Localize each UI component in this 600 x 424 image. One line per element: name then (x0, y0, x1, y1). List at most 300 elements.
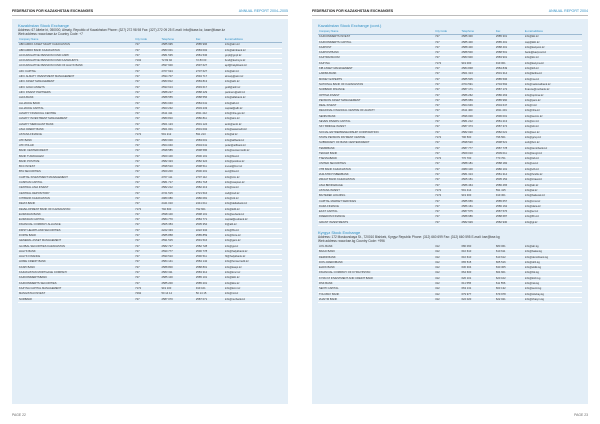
table-row (18, 297, 282, 302)
table-cell: PENSION ASSET MANAGEMENT (318, 98, 434, 103)
table-cell: 2581 212 (461, 120, 495, 125)
table-cell: 2501 002 (195, 128, 224, 133)
table-cell: 2596 000 (461, 114, 495, 119)
table-cell: 2585 859 (195, 233, 224, 238)
email-cell[interactable]: info@baiterek.kz (524, 194, 582, 199)
email-cell[interactable]: info@pam.kz (524, 98, 582, 103)
email-cell[interactable]: info@ai.kz (524, 188, 582, 193)
table-cell: 2586 162 (495, 204, 524, 209)
email-cell[interactable]: invest@bcc.kz (224, 165, 282, 170)
email-cell[interactable]: info@cms.kz (524, 199, 582, 204)
email-cell[interactable]: info@kki.kz (524, 35, 582, 40)
table-cell: 727 (434, 125, 460, 130)
email-cell[interactable]: info@src.kz (524, 120, 582, 125)
email-cell[interactable]: info@citi.kz (224, 196, 282, 201)
email-cell[interactable]: partners@aifc.kz (224, 90, 282, 95)
table-cell: 2581 314 (495, 173, 524, 178)
table-cell: 727 (134, 122, 160, 127)
table-cell: 591 415 (495, 188, 524, 193)
table-cell: AIFC INVEST PARTNERS (18, 90, 134, 95)
email-cell[interactable]: info@rfca.kz (524, 109, 582, 114)
table-cell: 622 020 (461, 297, 495, 302)
table-cell: 796 500 (461, 135, 495, 140)
section-title: Kazakhstan Stock Exchange (cont.) (318, 23, 382, 28)
table-cell: 727 (434, 162, 460, 167)
members-table-2 (318, 245, 582, 303)
table-cell: 727 (434, 199, 460, 204)
email-cell[interactable]: info@cai.kz (224, 186, 282, 191)
table-cell: 7172 (434, 135, 460, 140)
table-cell: 2587 374 (495, 125, 524, 130)
table-cell: ASTANA INVEST (318, 188, 434, 193)
table-cell: 312 (434, 245, 460, 250)
table-cell: 2583 001 (161, 48, 195, 53)
table-cell: RSK BANK (318, 282, 434, 287)
column-header: City Code (134, 38, 160, 43)
content-panel (312, 19, 588, 404)
table-cell: KAZKOMMERTS INVEST (318, 35, 434, 40)
table-cell: 2584 849 (495, 67, 524, 72)
email-cell[interactable]: info@cim.kz (224, 175, 282, 180)
page-header (312, 7, 588, 16)
email-cell[interactable]: info@hcsbk.kz (524, 173, 582, 178)
email-cell[interactable]: info@ziraat.kz (524, 178, 582, 183)
email-cell[interactable]: info@eldik.kg (524, 266, 582, 271)
table-cell: 7172 (434, 194, 460, 199)
table-cell: 2586 464 (461, 183, 495, 188)
email-cell[interactable]: info@vtb.kz (524, 167, 582, 172)
email-cell[interactable]: amb@amb.kz (224, 122, 282, 127)
table-cell: 2584 848 (461, 67, 495, 72)
table-cell: 2588 501 (495, 51, 524, 56)
email-cell[interactable]: info@nurbank.kz (224, 297, 282, 302)
table-cell: 727 (134, 265, 160, 270)
table-cell: 2441 011 (195, 202, 224, 207)
email-cell[interactable]: info@kib.kz (524, 67, 582, 72)
table-cell: 2594 717 (195, 75, 224, 80)
address-line: Address: 172 Moskovskaya St., 720010 Bishkek, Kyrgyz Republic Phone: (312) 660 699 Fax: (312) 660 595 E-mail: kse@kse.kg (318, 234, 500, 239)
table-cell: 727 (134, 48, 160, 53)
table-cell: 727 (134, 165, 160, 170)
table-cell: ASTANA FINANCE (18, 133, 134, 138)
table-cell: 919 101 (195, 286, 224, 291)
table-cell: EAST CAPITAL (318, 210, 434, 215)
table-cell: 727 (134, 186, 160, 191)
table-cell: 2582 212 (161, 186, 195, 191)
email-cell[interactable]: info@ri.kz (524, 104, 582, 109)
email-cell[interactable]: info@fhs.kz (224, 228, 282, 233)
email-cell[interactable]: info@ffin.kz (524, 215, 582, 220)
table-cell: 2584 040 (161, 101, 195, 106)
email-cell[interactable]: info@ec.kz (524, 210, 582, 215)
email-cell[interactable]: info@ktc.kz (524, 56, 582, 61)
email-cell[interactable]: info@zhaiym.kg (524, 297, 582, 302)
table-cell: NURBANK FINANCE (318, 88, 434, 93)
table-cell: 620 101 (461, 276, 495, 281)
table-cell: 2585 301 (495, 35, 524, 40)
table-cell: LARIBA BANK (318, 72, 434, 77)
table-cell: 2588 687 (495, 215, 524, 220)
table-cell: 2585 200 (161, 281, 195, 286)
table-cell: 2585 100 (161, 276, 195, 281)
table-cell: 2584 141 (161, 260, 195, 265)
table-cell: 2704 591 (461, 82, 495, 87)
email-cell[interactable]: bank@kazpost.kz (524, 51, 582, 56)
table-cell: KAZKOMMERTSBANK (18, 276, 134, 281)
table-cell: 2584 770 (161, 218, 195, 223)
table-cell: AIFC GOLD ASSETS (18, 85, 134, 90)
content-panel (12, 19, 288, 404)
email-cell[interactable]: info@tsb.kz (524, 157, 582, 162)
email-cell[interactable]: info@sec.kz (524, 130, 582, 135)
email-cell[interactable]: gnpf@gnpf.kz (224, 53, 282, 58)
email-cell[interactable]: info@senti.kg (524, 287, 582, 292)
email-cell[interactable]: info@aifc.kz (224, 80, 282, 85)
email-cell[interactable]: info@eubank.kz (224, 212, 282, 217)
table-cell: SKY BRIDGE INVEST (318, 125, 434, 130)
email-cell[interactable]: info@bta.kz (224, 154, 282, 159)
table-cell: 2582 929 (461, 220, 495, 225)
email-cell[interactable]: info@kazpost.kz (524, 45, 582, 50)
table-cell: 2584 041 (195, 101, 224, 106)
table-row (318, 220, 582, 225)
table-cell: 679 978 (495, 292, 524, 297)
email-cell[interactable]: sub@bcc.kz (524, 141, 582, 146)
table-cell: 7292 (134, 292, 160, 297)
table-cell: 2501 313 (461, 72, 495, 77)
table-cell: 591 213 (195, 133, 224, 138)
email-cell[interactable]: info@caspian.kz (224, 181, 282, 186)
table-cell: 727 (134, 159, 160, 164)
table-cell: 2501 314 (495, 72, 524, 77)
page-header (12, 7, 288, 16)
email-cell[interactable]: hf@halykbank.kz (224, 255, 282, 260)
table-cell: 2707 624 (161, 69, 195, 74)
table-cell: HALYK BANK (18, 249, 134, 254)
table-cell: 727 (434, 210, 460, 215)
email-cell[interactable]: info@lariba.kz (524, 72, 582, 77)
table-cell: 727 (434, 109, 460, 114)
table-cell: EURASIAN BANK (18, 212, 134, 217)
email-cell[interactable]: info@positive.kz (224, 159, 282, 164)
table-cell: 2585 101 (195, 276, 224, 281)
email-cell[interactable]: info@kmc.kz (224, 271, 282, 276)
email-cell[interactable]: info@bakai.kg (524, 250, 582, 255)
table-cell: KASPI BANK (18, 265, 134, 270)
table-cell: 2597 627 (195, 64, 224, 69)
table-cell: 727 (434, 167, 460, 172)
email-cell[interactable]: info@tolubay.kg (524, 292, 582, 297)
email-cell[interactable]: info@dcb.kg (524, 260, 582, 265)
table-cell: 2588 401 (495, 45, 524, 50)
table-cell: KAZPOST (318, 45, 434, 50)
email-cell[interactable]: info@senim.kz (524, 114, 582, 119)
table-cell: 2585 960 (495, 98, 524, 103)
table-cell: 2590 510 (161, 255, 195, 260)
table-cell: 2590 778 (195, 249, 224, 254)
table-cell: 2505 353 (161, 223, 195, 228)
table-cell: 2581 535 (161, 53, 195, 58)
table-cell: 2587 575 (461, 210, 495, 215)
table-cell: CAPITAL MARKET SERVICES (318, 199, 434, 204)
table-cell: FREEDOM FINANCE (318, 215, 434, 220)
table-cell: 2588 800 (161, 265, 195, 270)
table-cell: 727 (434, 72, 460, 77)
table-cell: 630 304 (461, 266, 495, 271)
email-cell[interactable]: apf@halykbank.kz (224, 64, 282, 69)
email-cell[interactable]: info@tengri.kz (524, 151, 582, 156)
email-cell[interactable]: info@afc.kz (224, 69, 282, 74)
email-cell[interactable]: info@abnbank.kz (224, 48, 282, 53)
email-cell[interactable]: finance@nurbank.kz (524, 88, 582, 93)
table-cell: 2501 124 (195, 122, 224, 127)
table-cell: 312 (434, 255, 460, 260)
table-cell: 2588 801 (195, 265, 224, 270)
table-cell: 50 14 15 (195, 292, 224, 297)
table-cell: CAPITAL INVESTMENT MANAGEMENT (18, 175, 134, 180)
exchange-section-2 (312, 226, 588, 303)
table-cell: FINANCIAL COMPANY ALLIANCE (18, 223, 134, 228)
table-cell: 727 (134, 43, 160, 48)
table-cell: 2582 323 (161, 159, 195, 164)
email-cell[interactable]: info@halykbank.kz (224, 249, 282, 254)
email-cell[interactable]: info@kcm.kz (224, 286, 282, 291)
table-cell: 2597 600 (161, 64, 195, 69)
email-cell[interactable]: info@kkb.kz (224, 276, 282, 281)
table-cell: 7172 (134, 286, 160, 291)
table-cell: FIRST HEARTLAND SECURITIES (18, 228, 134, 233)
table-cell: 727 (434, 67, 460, 72)
table-cell: 2590 511 (195, 255, 224, 260)
table-cell: 2586 161 (461, 204, 495, 209)
table-cell: 727 (434, 51, 460, 56)
table-cell: 2500 201 (195, 170, 224, 175)
table-cell: 2588 181 (461, 162, 495, 167)
table-cell: TOLUBAY BANK (318, 292, 434, 297)
table-cell: AYIL BANK (318, 245, 434, 250)
table-cell: 591 212 (161, 133, 195, 138)
table-cell: 2509 011 (495, 151, 524, 156)
table-cell: 919 000 (461, 61, 495, 66)
table-cell: 727 (434, 151, 460, 156)
table-cell: 727 (434, 204, 460, 209)
email-cell[interactable]: info@fck.kg (524, 271, 582, 276)
email-cell[interactable]: info@demirbank.kg (524, 255, 582, 260)
email-cell[interactable]: info@atfbank.kz (224, 138, 282, 143)
email-cell[interactable]: sec@bta.kz (224, 170, 282, 175)
table-cell: 727 (434, 40, 460, 45)
email-cell[interactable]: info@temirbank.kz (524, 146, 582, 151)
table-cell: ZIRAAT BANK KAZAKHSTAN (318, 178, 434, 183)
column-header: Fax (495, 30, 524, 35)
email-cell[interactable]: info@homecredit.kz (224, 260, 282, 265)
email-cell[interactable]: info@me.kz (524, 77, 582, 82)
table-cell: ABN AMRO ASSET MGMT KAZAKHSTAN (18, 43, 134, 48)
column-header: Company Name (318, 30, 434, 35)
table-cell: BTA SECURITIES (18, 170, 134, 175)
table-cell: ALMATY FINANCIAL CENTRE (18, 112, 134, 117)
table-cell: 2584 142 (195, 260, 224, 265)
table-body (318, 35, 582, 226)
table-cell: KAZPOSTBANK (318, 51, 434, 56)
table-cell: BANK CENTERCREDIT (18, 149, 134, 154)
table-cell: 727 (134, 138, 160, 143)
table-cell: AIFC ALMATY INVESTMENT MANAGEMENT (18, 75, 134, 80)
email-cell[interactable]: gold@aifc.kz (224, 85, 282, 90)
email-cell[interactable]: info@rfca.gov.kz (224, 112, 282, 117)
table-cell: 664 600 (461, 271, 495, 276)
table-cell: MANGISTAU INVEST (18, 292, 134, 297)
column-header: Fax (195, 38, 224, 43)
email-cell[interactable]: info@gi.kz (524, 220, 582, 225)
table-cell: 7172 (134, 207, 160, 212)
email-cell[interactable]: info@optima.kz (524, 93, 582, 98)
table-cell: 7172 (434, 61, 460, 66)
email-cell[interactable]: info@gam.kz (224, 239, 282, 244)
table-cell: 665 516 (495, 260, 524, 265)
table-cell: 2585 201 (195, 281, 224, 286)
email-cell[interactable]: polar@atfbank.kz (224, 143, 282, 148)
email-cell[interactable]: csd@csd.kz (224, 191, 282, 196)
table-cell: 2582 021 (495, 130, 524, 135)
table-cell: 2585 400 (461, 40, 495, 45)
email-cell[interactable]: almaty@aim.kz (224, 75, 282, 80)
email-cell[interactable]: info@kazyna.kz (524, 61, 582, 66)
brand-title: FEDERATION FOR KAZAKHSTAN EXCHANGES (312, 9, 394, 13)
email-cell[interactable]: info@alfabank.kz (224, 96, 282, 101)
table-cell: 591 414 (461, 188, 495, 193)
report-title: ANNUAL REPORT 2004 (548, 9, 588, 13)
members-table (18, 38, 282, 303)
table-cell: 727 (134, 96, 160, 101)
table-cell: SENIM BANK (318, 114, 434, 119)
table-cell: 2587 778 (495, 146, 524, 151)
table-cell: 2584 771 (195, 218, 224, 223)
email-cell[interactable]: fc@alb.kz (224, 223, 282, 228)
email-cell[interactable]: info@nationalbank.kz (524, 82, 582, 87)
exchange-section (12, 19, 288, 303)
table-cell: 312 (434, 297, 460, 302)
table-cell: 2585 401 (495, 40, 524, 45)
table-cell: 2505 152 (495, 178, 524, 183)
email-cell[interactable]: info@ab.kg (524, 245, 582, 250)
email-cell[interactable]: info@aim.kz (224, 117, 282, 122)
table-cell: 2598 521 (495, 141, 524, 146)
table-cell: 727 (134, 154, 160, 159)
table-cell: 727 (134, 175, 160, 180)
table-cell: 312 (434, 266, 460, 271)
table-cell: HALYK FINANCE (18, 255, 134, 260)
email-cell[interactable]: info@asiacredit.kz (224, 128, 282, 133)
email-cell[interactable]: info@centercredit.kz (224, 149, 282, 154)
report-title: ANNUAL REPORT 2004–2005 (238, 9, 288, 13)
table-cell: 2980 101 (495, 167, 524, 172)
table-cell: 620 102 (495, 276, 524, 281)
table-cell: 2582 930 (495, 220, 524, 225)
table-cell: 2593 617 (195, 85, 224, 90)
table-cell: 2585 858 (161, 233, 195, 238)
table-cell: 7102 (134, 59, 160, 64)
email-cell[interactable]: info@kaspi.kz (224, 265, 282, 270)
table-cell: 2501 123 (161, 122, 195, 127)
table-cell: 312 (434, 287, 460, 292)
email-cell[interactable]: capital@alb.kz (224, 106, 282, 111)
email-cell[interactable]: info@deltabank.kz (224, 202, 282, 207)
table-cell: MONEY EXPERTS (318, 77, 434, 82)
email-cell[interactable]: info@kicb.kg (524, 276, 582, 281)
email-cell[interactable]: info@kks.kz (224, 281, 282, 286)
table-cell: 792 600 (161, 207, 195, 212)
email-cell[interactable]: info@us.kz (524, 162, 582, 167)
table-cell: 727 (134, 239, 160, 244)
table-cell: ACCUMULATIVE PENSION FUND GNPF (18, 53, 134, 58)
brand-title: FEDERATION FOR KAZAKHSTAN EXCHANGES (12, 9, 94, 13)
table-cell: ALMATY INVESTMENT MANAGEMENT (18, 117, 134, 122)
email-cell[interactable]: fund@kazmys.kz (224, 59, 282, 64)
column-header: Company Name (18, 38, 134, 43)
email-cell[interactable]: info@af.kz (224, 133, 282, 138)
table-cell: BCC INVEST (18, 165, 134, 170)
table-cell: 919 100 (161, 286, 195, 291)
table-cell: TEMIRBANK (318, 146, 434, 151)
table-cell: 919 301 (495, 194, 524, 199)
table-cell: 2980 080 (161, 196, 195, 201)
table-cell: 2596 001 (495, 114, 524, 119)
email-cell[interactable]: info@forte.kz (224, 233, 282, 238)
table-cell: 622 021 (495, 297, 524, 302)
table-row (318, 297, 582, 302)
page-number: PAGE 22 (12, 413, 26, 417)
table-cell: 727 (134, 85, 160, 90)
table-cell: 2581 718 (195, 181, 224, 186)
table-cell: FORTE BANK (18, 233, 134, 238)
table-cell: 2591 515 (161, 239, 195, 244)
table-cell: 919 300 (461, 194, 495, 199)
table-cell: 2598 585 (161, 149, 195, 154)
table-cell: 727 (134, 281, 160, 286)
table-cell: 2588 686 (461, 215, 495, 220)
email-cell[interactable]: info@dara.kz (524, 204, 582, 209)
email-cell[interactable]: info@sbi.kz (524, 125, 582, 130)
email-cell[interactable]: info@abn.kz (224, 43, 282, 48)
table-cell: 2721 516 (195, 191, 224, 196)
email-cell[interactable]: info@gs.kz (224, 244, 282, 249)
table-cell: 680 061 (495, 245, 524, 250)
table-cell: 2587 070 (161, 297, 195, 302)
table-cell: 663 131 (461, 287, 495, 292)
table-cell: NATIONAL BANK OF KAZAKHSTAN (318, 82, 434, 87)
table-cell: 72 83 03 (195, 59, 224, 64)
email-cell[interactable]: cap@kkb.kz (524, 40, 582, 45)
table-cell: 665 515 (461, 260, 495, 265)
table-cell: DARA FINANCE (318, 204, 434, 209)
email-cell[interactable]: info@ab.kz (524, 183, 582, 188)
email-cell[interactable]: info@rsk.kg (524, 282, 582, 287)
email-cell[interactable]: capital@eubank.kz (224, 218, 282, 223)
email-cell[interactable]: info@mi.kz (224, 292, 282, 297)
email-cell[interactable]: info@kdb.kz (224, 207, 282, 212)
table-cell: 2583 002 (195, 48, 224, 53)
table-cell: 727 (134, 233, 160, 238)
email-cell[interactable]: info@alb.kz (224, 101, 282, 106)
table-cell: 630 305 (495, 266, 524, 271)
table-cell: 2587 576 (495, 210, 524, 215)
table-cell: ZHILSTROYSBERBANK (318, 173, 434, 178)
table-cell: AFC CAPITAL (18, 69, 134, 74)
table-cell: EURASIAN CAPITAL (18, 218, 134, 223)
table-cell: 727 (134, 276, 160, 281)
email-cell[interactable]: info@gcvp.kz (524, 135, 582, 140)
